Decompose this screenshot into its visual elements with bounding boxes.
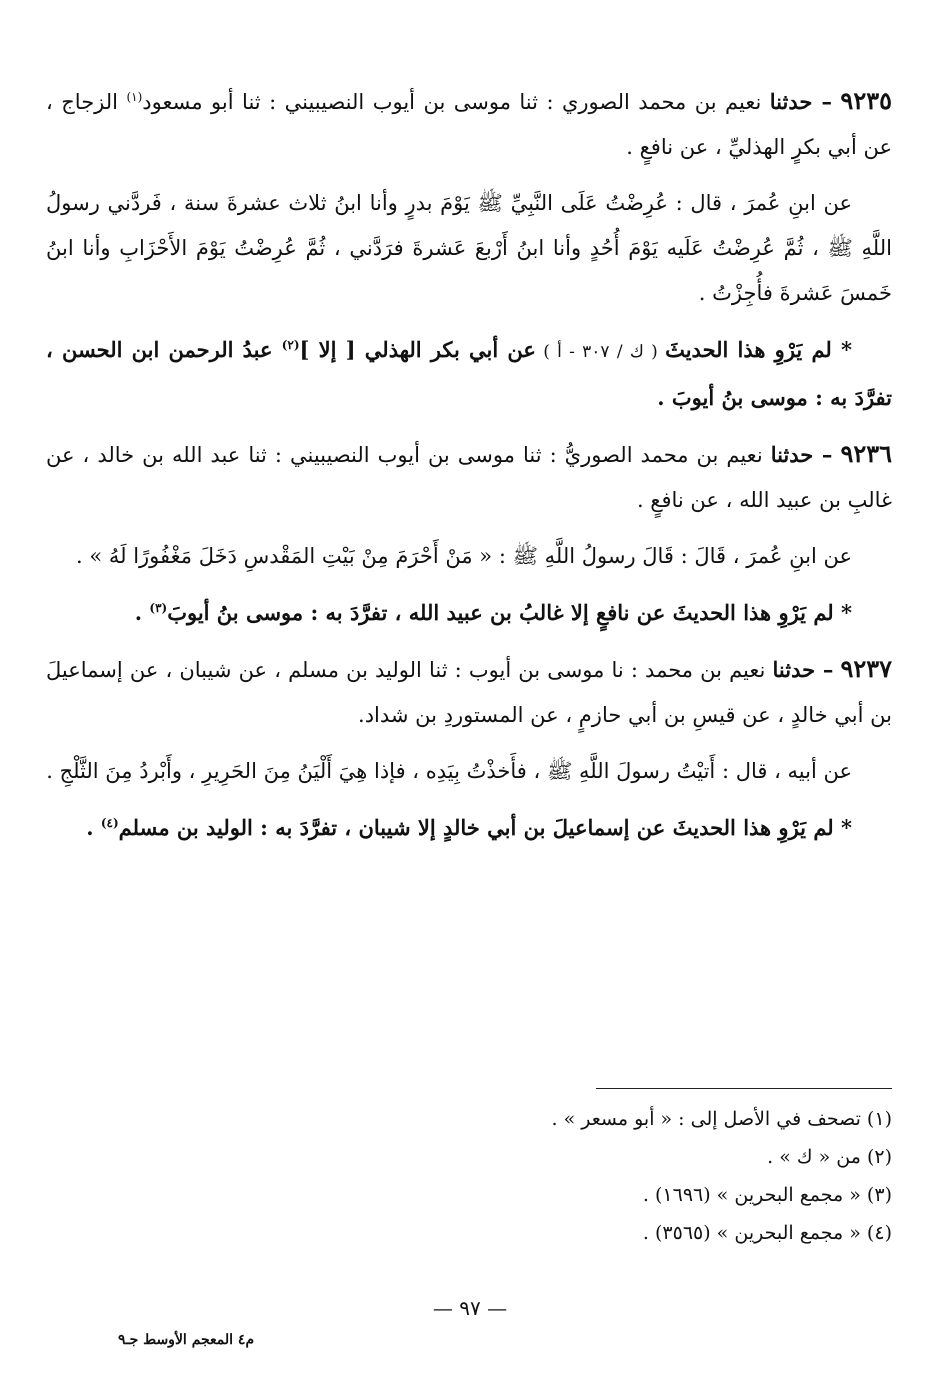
footnote-item: (٤) « مجمع البحرين » (٣٥٦٥) . bbox=[642, 1222, 892, 1244]
footnote-marker: (٣) bbox=[149, 601, 168, 615]
hadith-note bbox=[46, 327, 892, 420]
hadith-number: ٩٢٣٦ bbox=[840, 439, 892, 468]
isnad-text: نعيم بن محمد الصوريُّ : ثنا موسى بن أيوب النصيبيني : ثنا عبد الله بن خالد ، عن غالبِ بن عبيد الله ، عن نافعٍ . bbox=[46, 443, 892, 512]
hadith-head: – حدثنا bbox=[772, 657, 834, 682]
footnote-marker: (٤) bbox=[100, 816, 119, 830]
hadith-number: ٩٢٣٧ bbox=[840, 654, 893, 683]
hadith-matn: عن أبيه ، قال : أَتيْتُ رسولَ اللَّهِ ﷺ ، فأَخذْتُ بِيَدِه ، فإذا هِيَ أَلْيَنُ مِنَ الحَرِيرِ ، وأَبْردُ مِنَ الثَّلْجِ . bbox=[46, 759, 852, 783]
hadith-isnad bbox=[46, 646, 892, 738]
note-text: * لم يَرْوِ هذا الحديثَ عن إسماعيلَ بن أبي خالدٍ إلا شيبان ، تفرَّدَ به : الوليد بن مسلم bbox=[118, 815, 852, 840]
note-text: . bbox=[134, 600, 150, 625]
isnad-text: نعيم بن محمد : نا موسى بن أيوب : ثنا الوليد بن مسلم ، عن شيبان ، عن إسماعيلَ بن أبي خالدٍ ، عن قيسِ بن أبي حازمٍ ، عن المستوردِ بن شداد. bbox=[46, 658, 892, 727]
hadith-matn: عن ابنِ عُمرَ ، قَالَ : قَالَ رسولُ اللَّهِ ﷺ : « مَنْ أَحْرَمَ مِنْ بَيْتِ المَقْدسِ دَخَلَ مَغْفُورًا لَهُ » . bbox=[75, 544, 852, 568]
footnote-marker: (١) bbox=[126, 90, 143, 104]
note-text: . bbox=[86, 815, 101, 840]
isnad-text: الزجاج ، عن أبي بكرٍ الهذليِّ ، عن نافعٍ . bbox=[46, 90, 892, 159]
hadith-head: – حدثنا bbox=[770, 442, 833, 467]
isnad-text: نعيم بن محمد الصوري : ثنا موسى بن أيوب النصيبيني : ثنا أبو مسعود bbox=[142, 90, 770, 114]
hadith-note bbox=[46, 590, 892, 635]
footnote-separator bbox=[596, 1088, 892, 1089]
note-text: عن أبي بكر الهذلي [ إلا ] bbox=[299, 337, 536, 362]
hadith-isnad bbox=[46, 78, 892, 170]
hadith-matn: عن ابنِ عُمرَ ، قال : عُرِضْتُ عَلَى النَّبِيِّ ﷺ يَوْمَ بدرٍ وأنا ابنُ ثلاث عشرةَ سنة ، فَردَّني رسولُ اللَّهِ ﷺ ، ثُمَّ عُرِضْتُ عَلَيه يَوْمَ أُحُدٍ وأنا ابنُ أَرْبعَ عَشرةَ فرَدَّني ، ثُمَّ عُرِضْتُ يَوْمَ الأَحْزَابِ وأنا ابنُ خَمسَ عَشرةَ فأُجِزْتُ . bbox=[46, 191, 892, 305]
hadith-isnad bbox=[46, 431, 892, 523]
footnote-item: (٢) من « ك » . bbox=[767, 1146, 892, 1168]
footnote-item: (٣) « مجمع البحرين » (١٦٩٦) . bbox=[642, 1184, 892, 1206]
footnote-marker: (٢) bbox=[281, 338, 300, 352]
note-text: * لم يَرْوِ هذا الحديثَ bbox=[665, 337, 852, 362]
hadith-number: ٩٢٣٥ bbox=[840, 86, 892, 115]
main-text bbox=[46, 78, 892, 861]
page-number: — ٩٧ — bbox=[432, 1296, 508, 1320]
running-footer: م٤ المعجم الأوسط جـ٩ bbox=[118, 1332, 255, 1348]
hadith-note bbox=[46, 805, 892, 850]
note-text: عبدُ الرحمن ابن الحسن ، تفرَّدَ به : موسى بنُ أيوبَ . bbox=[46, 337, 892, 410]
hadith-head: – حدثنا bbox=[769, 89, 832, 114]
footnotes bbox=[46, 1100, 892, 1252]
footnote-item: (١) تصحف في الأصل إلى : « أبو مسعر » . bbox=[551, 1108, 892, 1130]
manuscript-ref: ( ك / ٣٠٧ - أ ) bbox=[535, 342, 666, 362]
note-text: * لم يَرْوِ هذا الحديثَ عن نافعٍ إلا غالبُ بن عبيد الله ، تفرَّدَ به : موسى بنُ أيوبَ bbox=[167, 600, 852, 625]
